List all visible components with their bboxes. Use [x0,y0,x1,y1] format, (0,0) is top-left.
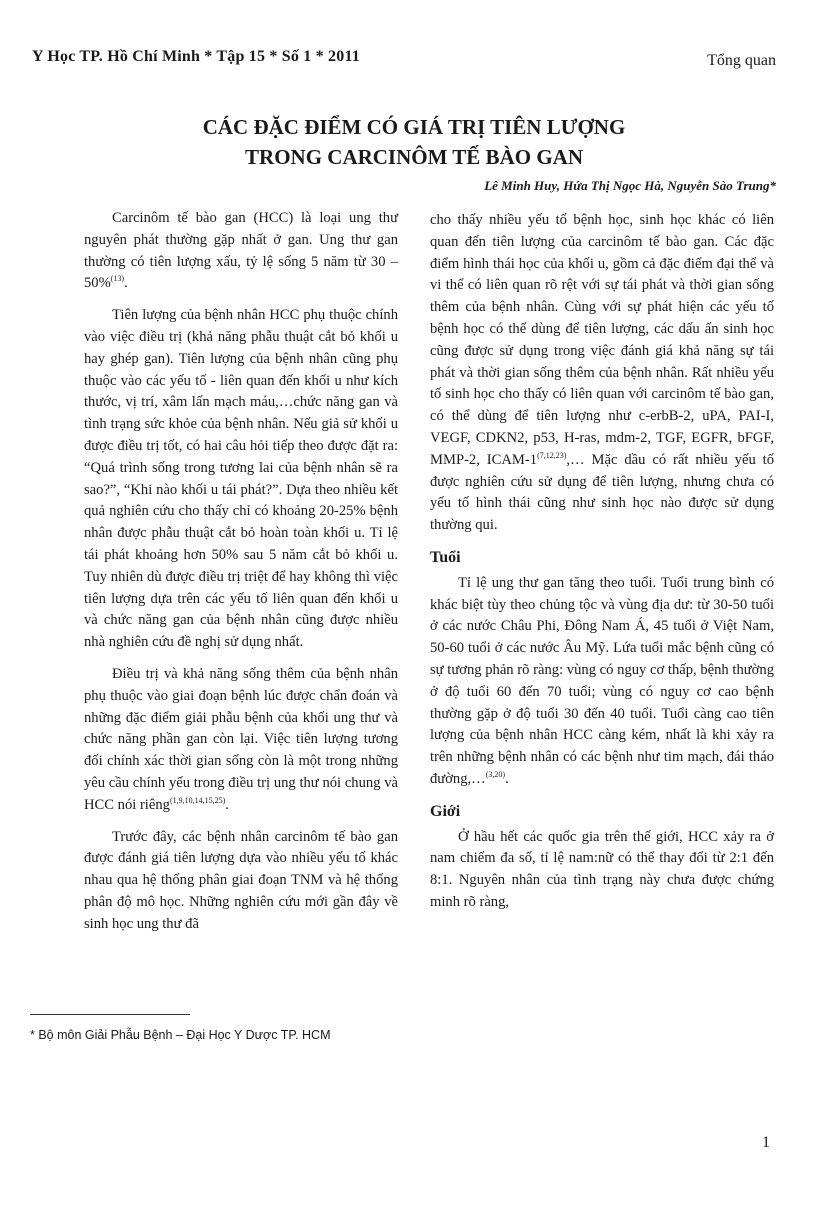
left-column [84,208,398,946]
paragraph: cho thấy nhiều yếu tố bệnh học, sinh học khác có liên quan đến tiên lượng của carcinôm tế bào gan. Các đặc điểm hình thái học của khối u, gồm cả đặc điểm đại thể và vi thể có liên quan rõ rệt với sự tái phát và thời gian sống thêm của bệnh nhân. Cùng với sự phát hiện các yếu tố bệnh học có thể dùng để tiên lượng, các dấu ấn sinh học cũng được sử dụng trong việc đánh giá khả năng sự tái phát và thời gian sống thêm của bệnh nhân. Rất nhiều yếu tố sinh học cho thấy có liên quan với carcinôm tế bào gan, có thể dùng để tiên lượng như c-erbB-2, uPA, PAI-I, VEGF, CDKN2, p53, H-ras, mdm-2, TGF, EGFR, bFGF, MMP-2, ICAM-1$^{(7,12,23)}$,… Mặc dầu có rất nhiều yếu tố được nghiên cứu sử dụng để tiên lượng, nhưng chưa có yếu tố hình thái cũng như sinh học nào được sử dụng thường qui. [430,212,775,534]
citation: (1,9,10,14,15,25) [169,795,226,805]
title-line-1: CÁC ĐẶC ĐIỂM CÓ GIÁ TRỊ TIÊN LƯỢNG [202,115,626,139]
paragraph: Tiên lượng của bệnh nhân HCC phụ thuộc chính vào việc điều trị (khả năng phẫu thuật cắt bỏ khối u hay ghép gan). Tiên lượng của bệnh nhân cũng phụ thuộc vào các yếu tố - liên quan đến khối u như kích thước, vị trí, xâm lấn mạch máu,…chức năng gan và tình trạng sức khỏe của bệnh nhân. Nếu giả sử khối u được điều trị tốt, có hai câu hỏi tiếp theo được đặt ra: “Quá trình sống trong tương lai của bệnh nhân sẽ ra sao?”, “Khi nào khối u tái phát?”. Dựa theo nhiều kết quả nghiên cứu cho thấy chỉ có khoảng 20-25% bệnh nhân được phẫu thuật cắt bỏ hoàn toàn khối u. Tỉ lệ tái phát khoảng hơn 50% sau 5 năm cắt bỏ khối u. Tuy nhiên dù được điều trị triệt để hay không thì việc tiên lượng dựa trên các yếu tố liên quan đến khối u và chức năng gan của bệnh nhân cũng được nhiều nhà nghiên cứu đề nghị sử dụng nhất. [84,307,398,651]
section-label: Tổng quan [707,52,776,69]
paragraph: Ở hầu hết các quốc gia trên thế giới, HCC xảy ra ở nam chiếm đa số, tỉ lệ nam:nữ có thể thay đổi từ 2:1 đến 8:1. Nguyên nhân của tình trạng này chưa được chứng minh rõ ràng, [430,828,774,910]
paragraph: Điều trị và khả năng sống thêm của bệnh nhân phụ thuộc vào giai đoạn bệnh lúc được chẩn đoán và những đặc điểm giải phẫu bệnh của khối ung thư và chức năng phần gan còn lại. Việc tiên lượng tương đối chính xác thời gian sống còn là một trong những yêu cầu chính yếu trong điều trị ung thư nói chung và HCC nói riêng$^{(1,9,10,14,15,25)}$. [84,665,398,813]
citation: (7,12,23) [537,450,567,460]
citation: (3,20) [485,770,506,780]
article-title [0,112,828,172]
paragraph: Trước đây, các bệnh nhân carcinôm tế bào gan được đánh giá tiên lượng dựa vào nhiều yếu tố khác nhau qua hệ thống phân giai đoạn TNM và hệ thống phân độ mô học. Những nghiên cứu mới gần đây về sinh học ung thư đã [84,828,398,932]
citation: (13) [110,274,125,284]
paragraph: Tỉ lệ ung thư gan tăng theo tuổi. Tuổi trung bình có khác biệt tùy theo chủng tộc và vùng địa dư: từ 30-50 tuổi ở các nước Châu Phi, Đông Nam Á, 45 tuổi ở Việt Nam, 50-60 tuổi ở các nước Âu Mỹ. Lứa tuổi mắc bệnh cũng có sự tương phản rõ ràng: vùng có nguy cơ thấp, bệnh thường ở độ tuổi 60 đến 70 tuổi; vùng có nguy cơ cao bệnh thường gặp ở độ tuổi 30 đến 40 tuổi. Tuổi càng cao tiên lượng của bệnh nhân HCC càng kém, nhất là khi xảy ra trên những bệnh nhân có các bệnh như tim mạch, đái tháo đường,…$^{(3,20)}$. [430,574,774,787]
title-line-2: TRONG CARCINÔM TẾ BÀO GAN [245,145,583,169]
journal-header: Y Học TP. Hồ Chí Minh * Tập 15 * Số 1 * 2011 [32,48,360,65]
author-list: Lê Minh Huy, Hứa Thị Ngọc Hà, Nguyễn Sào Trung* [484,178,776,193]
footnote-divider [30,1014,190,1015]
right-column [430,210,774,924]
section-heading-age: Tuổi [430,548,461,566]
page-number: 1 [762,1134,770,1151]
section-heading-gender: Giới [430,802,461,820]
paragraph: Carcinôm tế bào gan (HCC) là loại ung thư nguyên phát thường gặp nhất ở gan. Ung thư gan thường có tiên lượng xấu, tỷ lệ sống 5 năm từ 30 – 50%$^{(13)}$. [84,210,398,292]
footnote: * Bộ môn Giải Phẫu Bệnh – Đại Học Y Dược TP. HCM [30,1028,331,1042]
